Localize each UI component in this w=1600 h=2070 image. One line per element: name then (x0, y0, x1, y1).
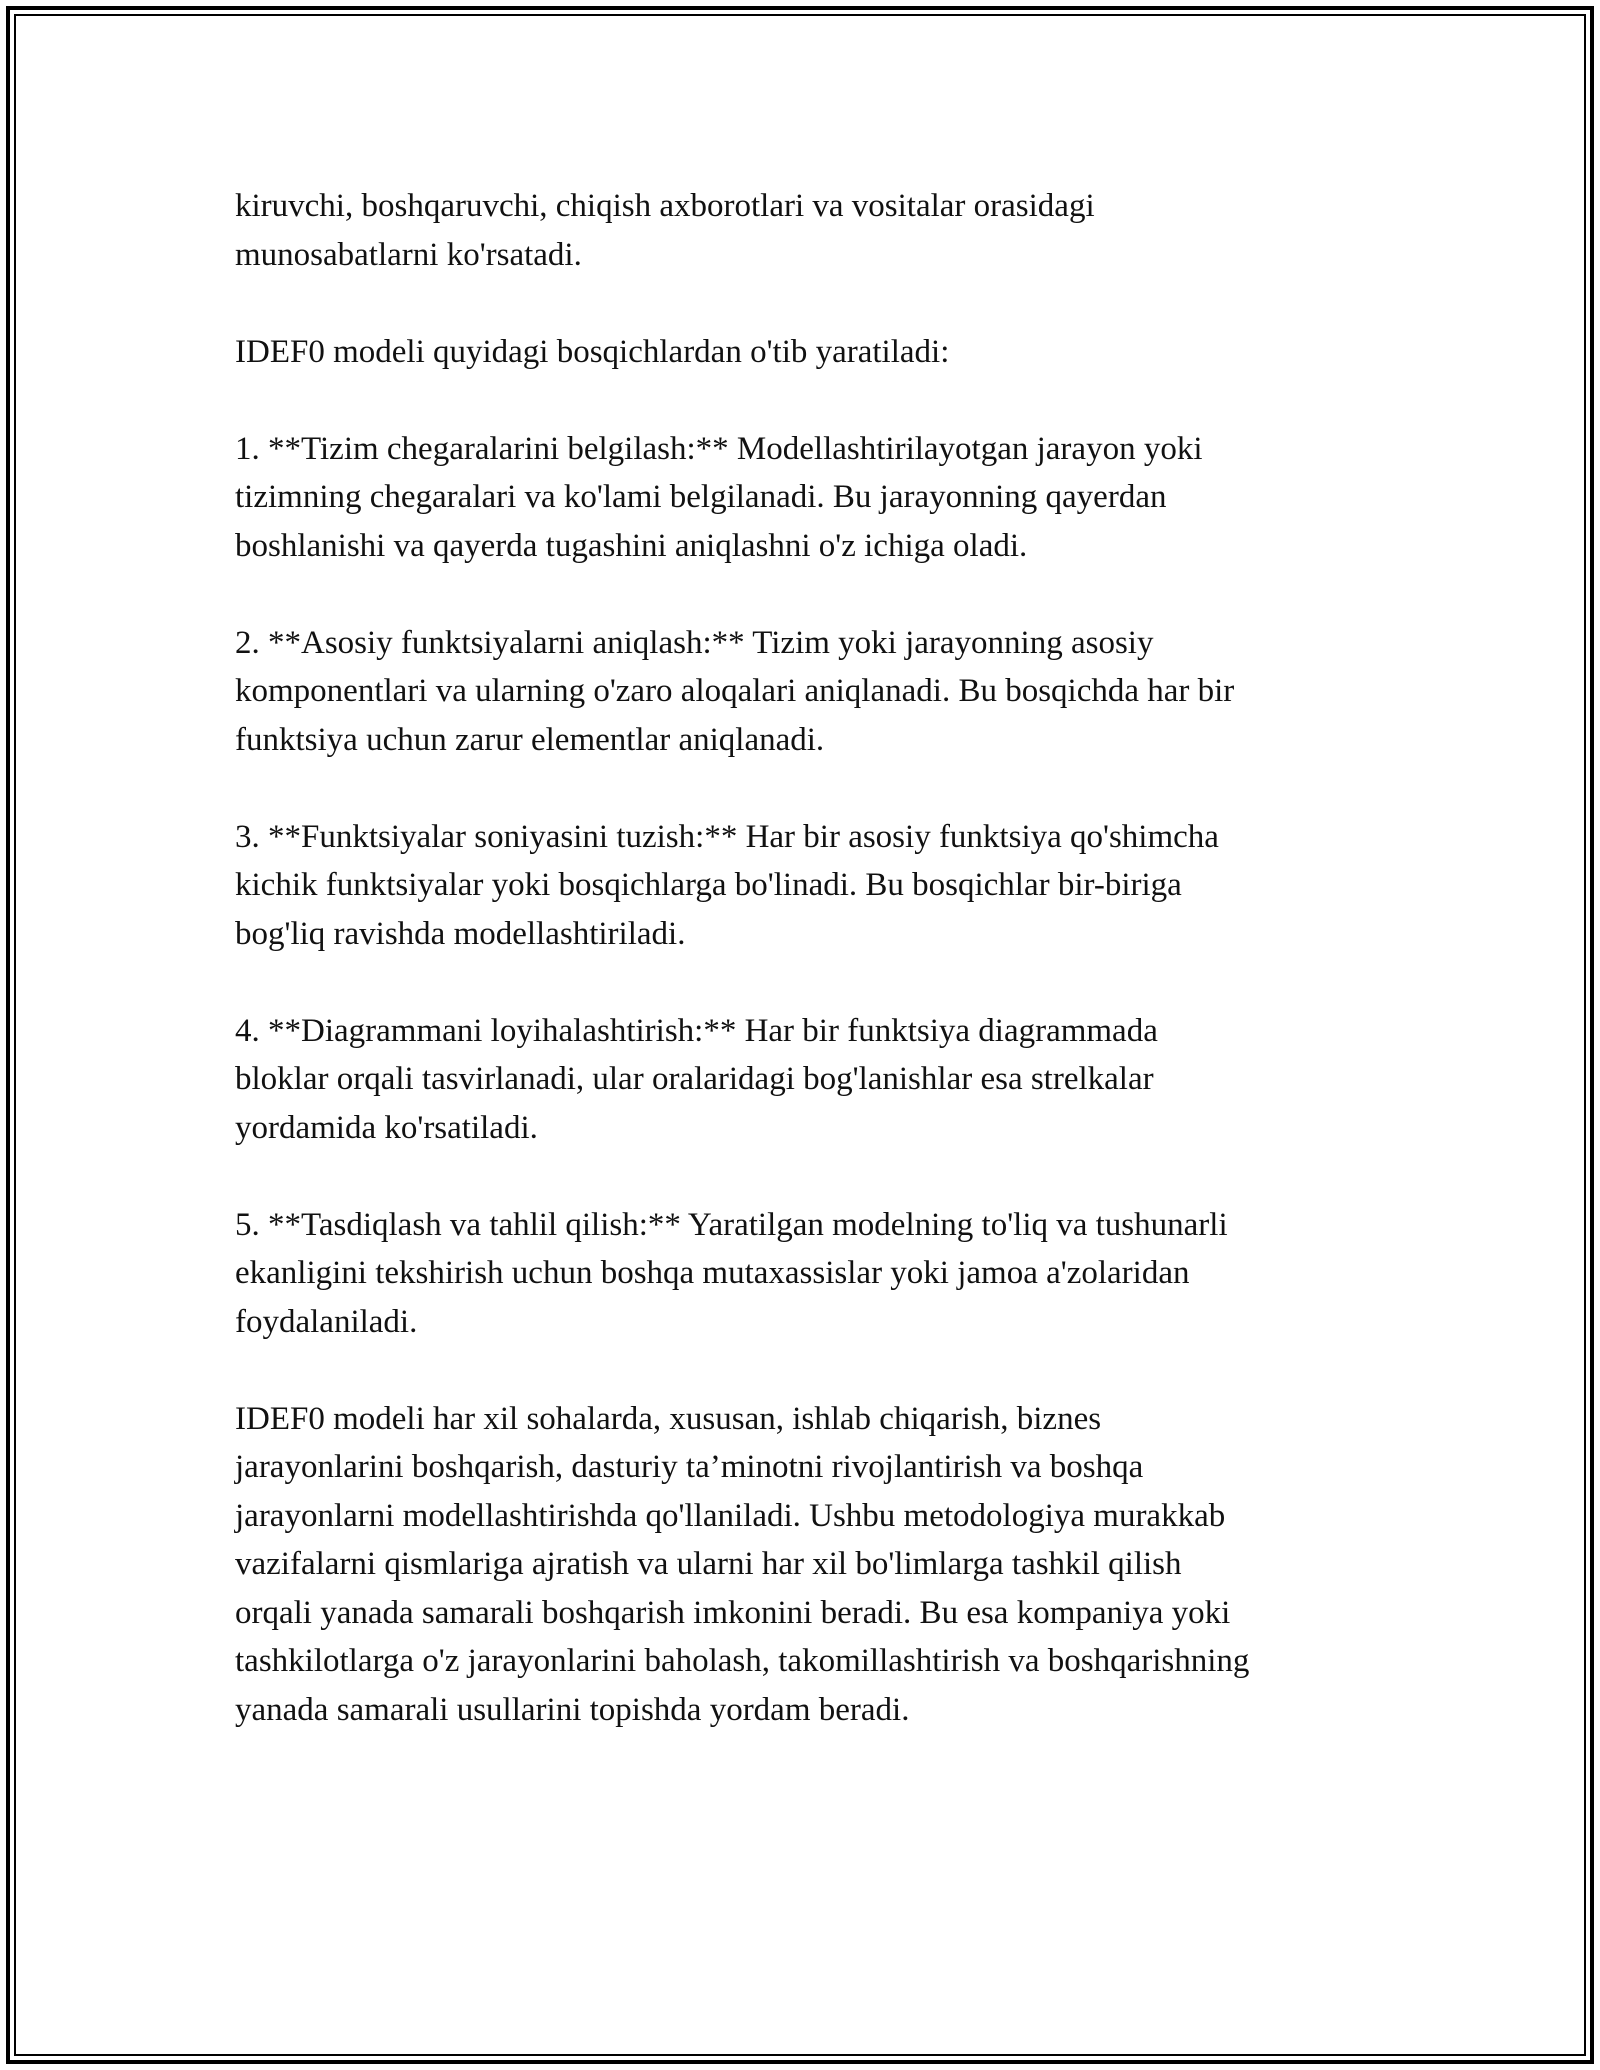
text-line: kichik funktsiyalar yoki bosqichlarga bo'linadi. Bu bosqichlar bir-biriga (235, 867, 1182, 903)
text-line: yanada samarali usullarini topishda yordam beradi. (235, 1691, 910, 1728)
text-line: IDEF0 modeli har xil sohalarda, xususan, ishlab chiqarish, biznes (235, 1400, 1102, 1437)
paragraph (235, 328, 1385, 377)
list-item-2 (235, 619, 1385, 765)
paragraph (235, 182, 1385, 279)
text-line: foydalaniladi. (235, 1303, 418, 1340)
text-line: bloklar orqali tasvirlanadi, ular oralaridagi bog'lanishlar esa strelkalar (235, 1061, 1154, 1097)
document-body (235, 182, 1385, 1734)
text-line: vazifalarni qismlariga ajratish va ularni har xil bo'limlarga tashkil qilish (235, 1546, 1182, 1582)
text-line: 5. **Tasdiqlash va tahlil qilish:** Yaratilgan modelning to'liq va tushunarli (235, 1206, 1228, 1243)
text-line: komponentlari va ularning o'zaro aloqalari aniqlanadi. Bu bosqichda har bir (235, 673, 1235, 709)
text-line: funktsiya uchun zarur elementlar aniqlanadi. (235, 721, 825, 758)
text-line: IDEF0 modeli quyidagi bosqichlardan o'tib yaratiladi: (235, 333, 950, 370)
text-line: yordamida ko'rsatiladi. (235, 1109, 538, 1146)
text-line: ekanligini tekshirish uchun boshqa mutaxassislar yoki jamoa a'zolaridan (235, 1255, 1190, 1291)
text-line: kiruvchi, boshqaruvchi, chiqish axborotlari va vositalar orasidagi (235, 188, 1095, 224)
text-line: 4. **Diagrammani loyihalashtirish:** Har bir funktsiya diagrammada (235, 1012, 1158, 1049)
text-line: tashkilotlarga o'z jarayonlarini baholash, takomillashtirish va boshqarishning (235, 1643, 1250, 1679)
list-item-3 (235, 813, 1385, 959)
text-line: bog'liq ravishda modellashtiriladi. (235, 915, 686, 952)
list-item-1 (235, 425, 1385, 571)
text-line: munosabatlarni ko'rsatadi. (235, 236, 582, 273)
list-item-5 (235, 1201, 1385, 1347)
list-item-4 (235, 1007, 1385, 1153)
text-line: jarayonlarini boshqarish, dasturiy ta’minotni rivojlantirish va boshqa (235, 1449, 1144, 1485)
text-line: 2. **Asosiy funktsiyalarni aniqlash:** Tizim yoki jarayonning asosiy (235, 624, 1154, 661)
text-line: 3. **Funktsiyalar soniyasini tuzish:** Har bir asosiy funktsiya qo'shimcha (235, 818, 1219, 855)
text-line: boshlanishi va qayerda tugashini aniqlashni o'z ichiga oladi. (235, 527, 1028, 564)
text-line: jarayonlarni modellashtirishda qo'llaniladi. Ushbu metodologiya murakkab (235, 1497, 1226, 1534)
text-line: tizimning chegaralari va ko'lami belgilanadi. Bu jarayonning qayerdan (235, 479, 1167, 515)
text-line: orqali yanada samarali boshqarish imkonini beradi. Bu esa kompaniya yoki (235, 1594, 1231, 1631)
paragraph (235, 1395, 1385, 1735)
text-line: 1. **Tizim chegaralarini belgilash:** Modellashtirilayotgan jarayon yoki (235, 430, 1203, 467)
